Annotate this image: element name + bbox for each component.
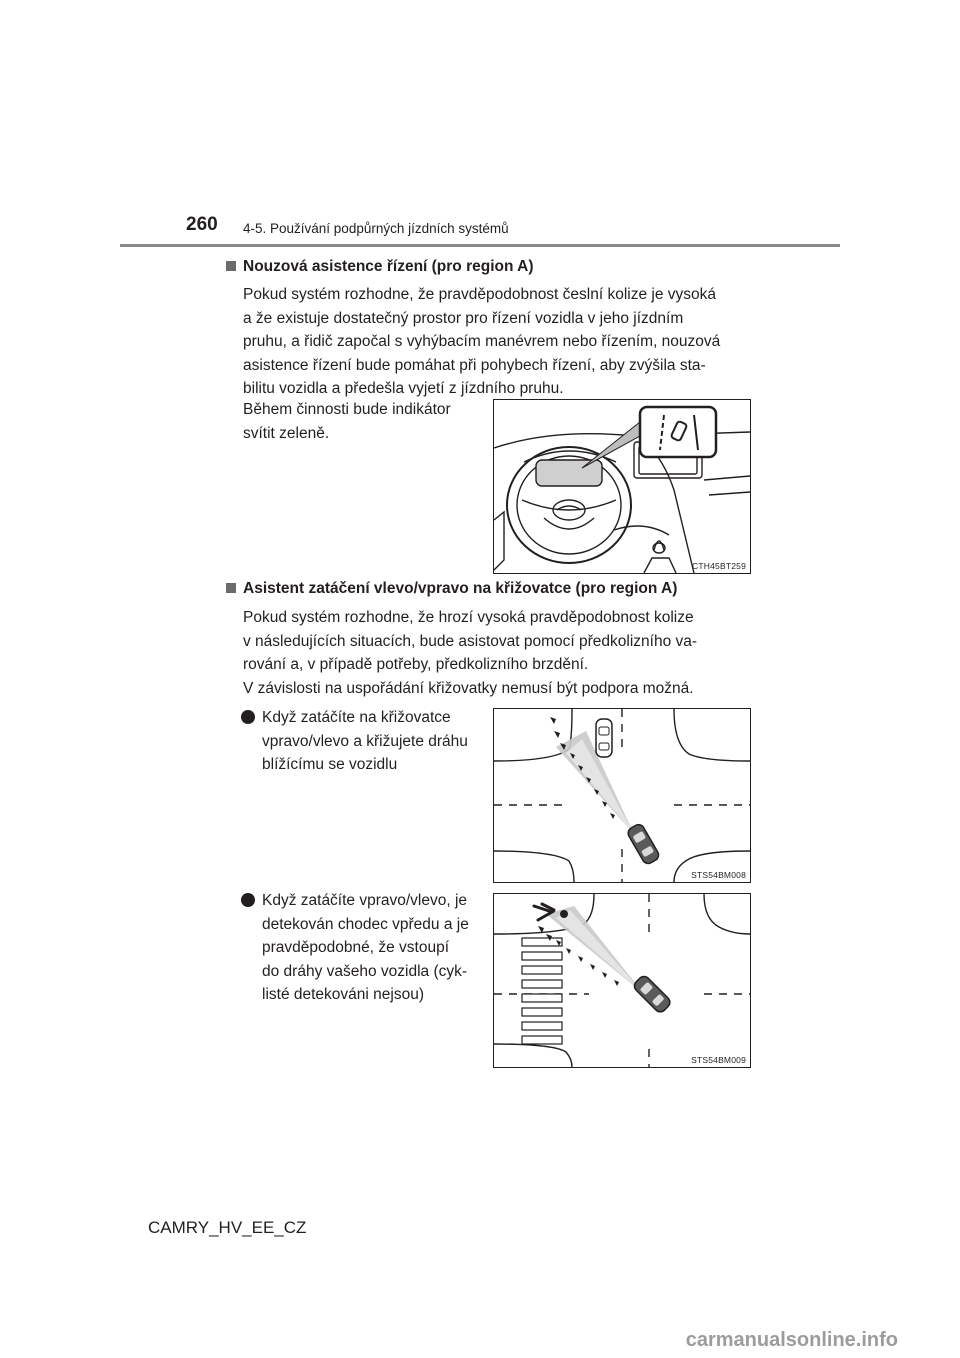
bullet-line: Když zatáčíte vpravo/vlevo, je [262,892,468,909]
bullet-item-oncoming-vehicle [241,706,489,777]
figure-code: STS54BM009 [691,1055,746,1065]
page-number: 260 [186,214,218,235]
paragraph-line: bilitu vozidla a předešla vyjetí z jízdního pruhu. [243,380,564,397]
paragraph-line: svítit zeleně. [243,424,330,442]
bullet-line: blížícímu se vozidlu [262,756,398,773]
bullet-line: detekován chodec vpředu a je [262,915,469,933]
paragraph-line: v následujících situacích, bude asistovat pomocí předkolizního va- [243,632,698,650]
round-bullet-icon [241,893,255,907]
figure-code: STS54BM008 [691,870,746,880]
section-heading-emergency-steering [226,258,534,276]
bullet-line: Když zatáčíte na křižovatce [262,709,451,726]
intersection-vehicle-illustration [494,709,750,882]
paragraph-line: a že existuje dostatečný prostor pro řízení vozidla v jeho jízdním [243,309,684,327]
watermark: carmanualsonline.info [685,1329,898,1351]
figure-pedestrian [493,893,751,1068]
indicator-note [243,398,479,445]
figure-dashboard-indicator [493,399,751,574]
square-bullet-icon [226,583,236,593]
round-bullet-icon [241,710,255,724]
paragraph-line: rování a, v případě potřeby, předkolizního brzdění. [243,656,589,673]
paragraph-line: pruhu, a řidič započal s vyhýbacím manévrem nebo řízením, nouzová [243,333,721,350]
document-code: CAMRY_HV_EE_CZ [148,1218,307,1237]
bullet-line: do dráhy vašeho vozidla (cyk- [262,962,468,980]
section-heading-intersection-assist [226,580,677,598]
section-title: Asistent zatáčení vlevo/vpravo na křižovatce (pro region A) [243,580,678,597]
bullet-line: vpravo/vlevo a křižujete dráhu [262,732,468,750]
intersection-pedestrian-illustration [494,894,750,1067]
oncoming-car [596,719,612,757]
intersection-note: V závislosti na uspořádání křižovatky nemusí být podpora možná. [243,680,694,697]
own-car [626,823,661,866]
section-paragraph [243,283,742,401]
chapter-title: 4-5. Používání podpůrných jízdních systémů [243,221,509,236]
paragraph-line: Pokud systém rozhodne, že hrozí vysoká pravděpodobnost kolize [243,609,694,626]
bullet-line: listé detekováni nejsou) [262,986,424,1003]
section-paragraph [243,606,742,677]
paragraph-line: Během činnosti bude indikátor [243,401,451,418]
bullet-item-pedestrian [241,889,489,1007]
header-rule [120,244,840,247]
paragraph-line: Pokud systém rozhodne, že pravděpodobnost česlní kolize je vysoká [243,286,717,303]
crosswalk [522,938,562,1044]
paragraph-line: asistence řízení bude pomáhat při pohybech řízení, aby zvýšila sta- [243,356,706,374]
figure-code: CTH45BT259 [692,561,746,571]
square-bullet-icon [226,261,236,271]
figure-oncoming-vehicle [493,708,751,883]
dashboard-illustration [494,400,750,573]
section-title: Nouzová asistence řízení (pro region A) [243,258,534,275]
own-car [632,974,672,1014]
bullet-line: pravděpodobné, že vstoupí [262,939,449,956]
